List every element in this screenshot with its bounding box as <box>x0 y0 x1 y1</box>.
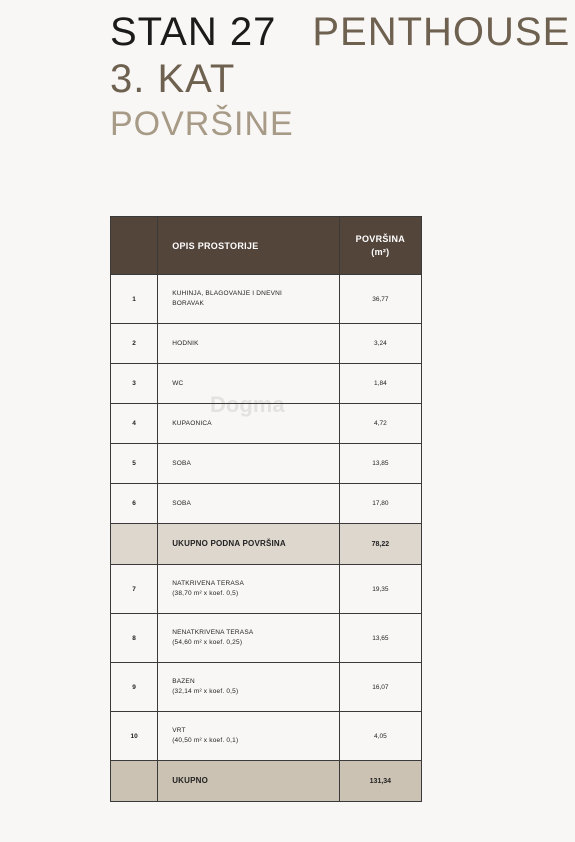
total-label: UKUPNO <box>158 761 340 802</box>
row-note: (54,60 m² x koef. 0,25) <box>172 639 243 646</box>
row-description-text: NENATKRIVENA TERASA <box>172 629 254 636</box>
row-area: 13,65 <box>339 614 421 663</box>
subtotal-area: 78,22 <box>339 524 421 565</box>
row-description: SOBA <box>158 484 340 524</box>
table-row <box>111 444 422 484</box>
col-header-number <box>111 217 158 275</box>
row-description: WC <box>158 364 340 404</box>
col-header-area-unit: (m²) <box>371 246 390 257</box>
col-header-area <box>339 217 421 275</box>
row-area: 4,72 <box>339 404 421 444</box>
row-description: HODNIK <box>158 324 340 364</box>
apartment-title: STAN 27 <box>110 10 277 54</box>
row-number: 2 <box>111 324 158 364</box>
row-area: 3,24 <box>339 324 421 364</box>
floor-label: 3. KAT <box>110 57 236 101</box>
row-number: 10 <box>111 712 158 761</box>
area-table <box>110 216 422 802</box>
apartment-type: PENTHOUSE <box>312 10 571 54</box>
table-row <box>111 404 422 444</box>
subtotal-label: UKUPNO PODNA POVRŠINA <box>158 524 340 565</box>
total-number-cell <box>111 761 158 802</box>
subtotal-number-cell <box>111 524 158 565</box>
table-row <box>111 324 422 364</box>
page-title <box>110 10 570 54</box>
row-number: 3 <box>111 364 158 404</box>
row-number: 9 <box>111 663 158 712</box>
subtotal-row <box>111 524 422 565</box>
row-description: SOBA <box>158 444 340 484</box>
row-description <box>158 663 340 712</box>
row-area: 17,80 <box>339 484 421 524</box>
table-row <box>111 712 422 761</box>
table-row <box>111 364 422 404</box>
table-row <box>111 275 422 324</box>
watermark-logo: Dogma <box>210 392 285 417</box>
row-note: (38,70 m² x koef. 0,5) <box>172 590 239 597</box>
row-area: 36,77 <box>339 275 421 324</box>
section-subtitle: POVRŠINE <box>110 105 294 143</box>
table-row <box>111 484 422 524</box>
row-description-text: VRT <box>172 727 186 734</box>
row-number: 8 <box>111 614 158 663</box>
total-row <box>111 761 422 802</box>
row-number: 5 <box>111 444 158 484</box>
row-area: 4,05 <box>339 712 421 761</box>
row-area: 13,85 <box>339 444 421 484</box>
total-area: 131,34 <box>339 761 421 802</box>
col-header-description: OPIS PROSTORIJE <box>158 217 340 275</box>
row-number: 1 <box>111 275 158 324</box>
table-row <box>111 614 422 663</box>
row-note: (40,50 m² x koef. 0,1) <box>172 737 239 744</box>
row-description <box>158 712 340 761</box>
row-number: 4 <box>111 404 158 444</box>
row-number: 7 <box>111 565 158 614</box>
row-description: KUPAONICA <box>158 404 340 444</box>
row-area: 1,84 <box>339 364 421 404</box>
row-description-text: BAZEN <box>172 678 195 685</box>
row-description <box>158 275 340 324</box>
table-row <box>111 663 422 712</box>
row-number: 6 <box>111 484 158 524</box>
row-description-text: KUHINJA, BLAGOVANJE I DNEVNI BORAVAK <box>172 290 283 307</box>
row-description-text: NATKRIVENA TERASA <box>172 580 244 587</box>
row-note: (32,14 m² x koef. 0,5) <box>172 688 239 695</box>
table-header-row <box>111 217 422 275</box>
row-area: 16,07 <box>339 663 421 712</box>
row-description <box>158 614 340 663</box>
row-area: 19,35 <box>339 565 421 614</box>
table-row <box>111 565 422 614</box>
row-description <box>158 565 340 614</box>
col-header-area-label: POVRŠINA <box>355 233 406 244</box>
